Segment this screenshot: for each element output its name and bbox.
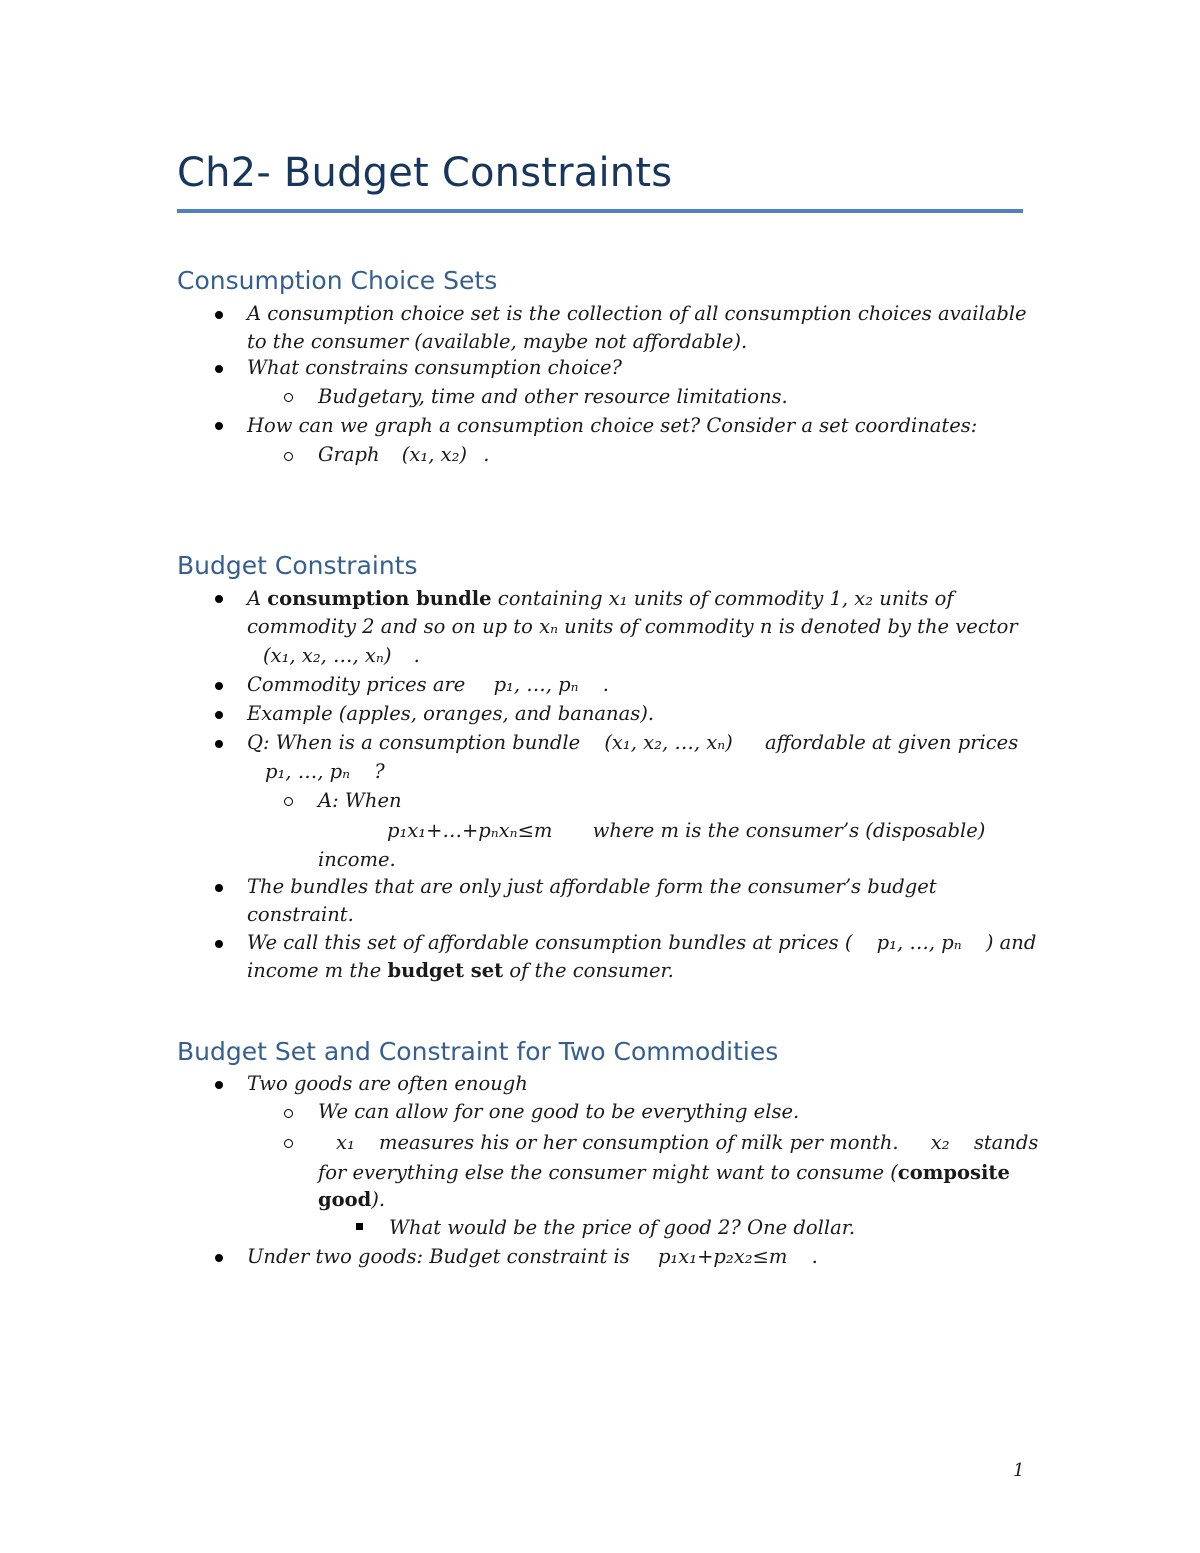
math-expression: (x₁, x₂): [401, 443, 468, 466]
text: income m the: [247, 959, 388, 982]
text: We call this set of affordable consumption bundles at prices (: [247, 931, 853, 954]
paragraph-line: We can allow for one good to be everything else.: [318, 1100, 800, 1123]
text: where m is the consumer’s (disposable): [592, 819, 986, 842]
bullet-icon: [215, 1081, 223, 1089]
bullet-icon: [215, 422, 223, 430]
bold-term: composite: [897, 1161, 1010, 1184]
text: containing x₁ units of commodity 1, x₂ units of: [491, 587, 954, 610]
section-heading-consumption-choice-sets: Consumption Choice Sets: [177, 266, 498, 295]
title-rule: [177, 209, 1023, 213]
sub-bullet-icon: [284, 1109, 293, 1118]
paragraph-line: constraint.: [247, 903, 354, 926]
paragraph-line: [247, 958, 674, 984]
paragraph-line: Two goods are often enough: [247, 1072, 528, 1095]
paragraph-line: [247, 1244, 818, 1270]
text: Graph: [318, 443, 380, 466]
paragraph-line: [318, 442, 489, 468]
text: of the consumer.: [503, 959, 674, 982]
paragraph-line: A: When: [318, 789, 402, 812]
paragraph-line: [318, 1187, 385, 1213]
paragraph-line: What would be the price of good 2? One dollar.: [389, 1216, 856, 1239]
text: affordable at given prices: [764, 731, 1019, 754]
bullet-icon: [215, 740, 223, 748]
text: ).: [371, 1188, 386, 1211]
bullet-icon: [215, 1254, 223, 1262]
paragraph-line: to the consumer (available, maybe not affordable).: [247, 330, 748, 353]
text: .: [602, 673, 609, 696]
math-expression: x₁: [336, 1131, 355, 1154]
paragraph-line: [247, 730, 1018, 756]
text: stands: [973, 1131, 1039, 1154]
sub-bullet-icon: [284, 393, 293, 402]
math-expression: (x₁, x₂, …, xₙ): [604, 731, 733, 754]
bullet-icon: [215, 595, 223, 603]
text: measures his or her consumption of milk per month.: [379, 1131, 899, 1154]
section-heading-two-commodities: Budget Set and Constraint for Two Commodities: [177, 1037, 779, 1066]
bullet-icon: [215, 365, 223, 373]
paragraph-line: What constrains consumption choice?: [247, 356, 622, 379]
paragraph-line: [265, 759, 385, 785]
bullet-icon: [215, 711, 223, 719]
square-bullet-icon: [356, 1223, 363, 1230]
text: ) and: [985, 931, 1037, 954]
text: for everything else the consumer might want to consume (: [318, 1161, 898, 1184]
text: .: [811, 1245, 818, 1268]
paragraph-line: Example (apples, oranges, and bananas).: [247, 702, 655, 725]
bold-term: good: [318, 1188, 372, 1211]
page-number: 1: [1013, 1460, 1025, 1481]
paragraph-line: [263, 643, 420, 669]
text: ?: [374, 760, 385, 783]
math-expression: p₁, …, pₙ: [876, 931, 962, 954]
text: A: [247, 587, 268, 610]
paragraph-line: [247, 672, 609, 698]
paragraph-line: commodity 2 and so on up to xₙ units of commodity n is denoted by the vector: [247, 615, 1018, 638]
paragraph-line: [247, 586, 954, 612]
math-expression: p₁x₁+…+pₙxₙ≤m: [387, 819, 553, 842]
bold-term: budget set: [387, 959, 504, 982]
bold-term: consumption bundle: [267, 587, 492, 610]
math-expression: x₂: [930, 1131, 950, 1154]
math-expression: (x₁, x₂, …, xₙ): [263, 644, 392, 667]
math-expression: p₁x₁+p₂x₂≤m: [657, 1245, 788, 1268]
paragraph-line: Budgetary, time and other resource limitations.: [318, 385, 788, 408]
page-title: Ch2- Budget Constraints: [177, 150, 673, 196]
sub-bullet-icon: [284, 797, 293, 806]
text: .: [413, 644, 420, 667]
paragraph-line: [318, 1160, 1010, 1186]
paragraph-line: How can we graph a consumption choice set? Consider a set coordinates:: [247, 414, 978, 437]
bullet-icon: [215, 682, 223, 690]
bullet-icon: [215, 940, 223, 948]
text: Q: When is a consumption bundle: [247, 731, 581, 754]
paragraph-line: A consumption choice set is the collection of all consumption choices available: [247, 302, 1027, 325]
paragraph-line: income.: [318, 848, 396, 871]
paragraph-line: [318, 1130, 1038, 1156]
paragraph-line: The bundles that are only just affordable form the consumer’s budget: [247, 875, 937, 898]
text: Commodity prices are: [247, 673, 466, 696]
sub-bullet-icon: [284, 452, 293, 461]
text: .: [483, 443, 490, 466]
text: Under two goods: Budget constraint is: [247, 1245, 630, 1268]
bullet-icon: [215, 884, 223, 892]
paragraph-line: [387, 818, 985, 844]
math-expression: p₁, …, pₙ: [493, 673, 579, 696]
sub-bullet-icon: [284, 1139, 293, 1148]
section-heading-budget-constraints: Budget Constraints: [177, 551, 418, 580]
bullet-icon: [215, 311, 223, 319]
paragraph-line: [247, 930, 1036, 956]
math-expression: p₁, …, pₙ: [265, 760, 350, 783]
